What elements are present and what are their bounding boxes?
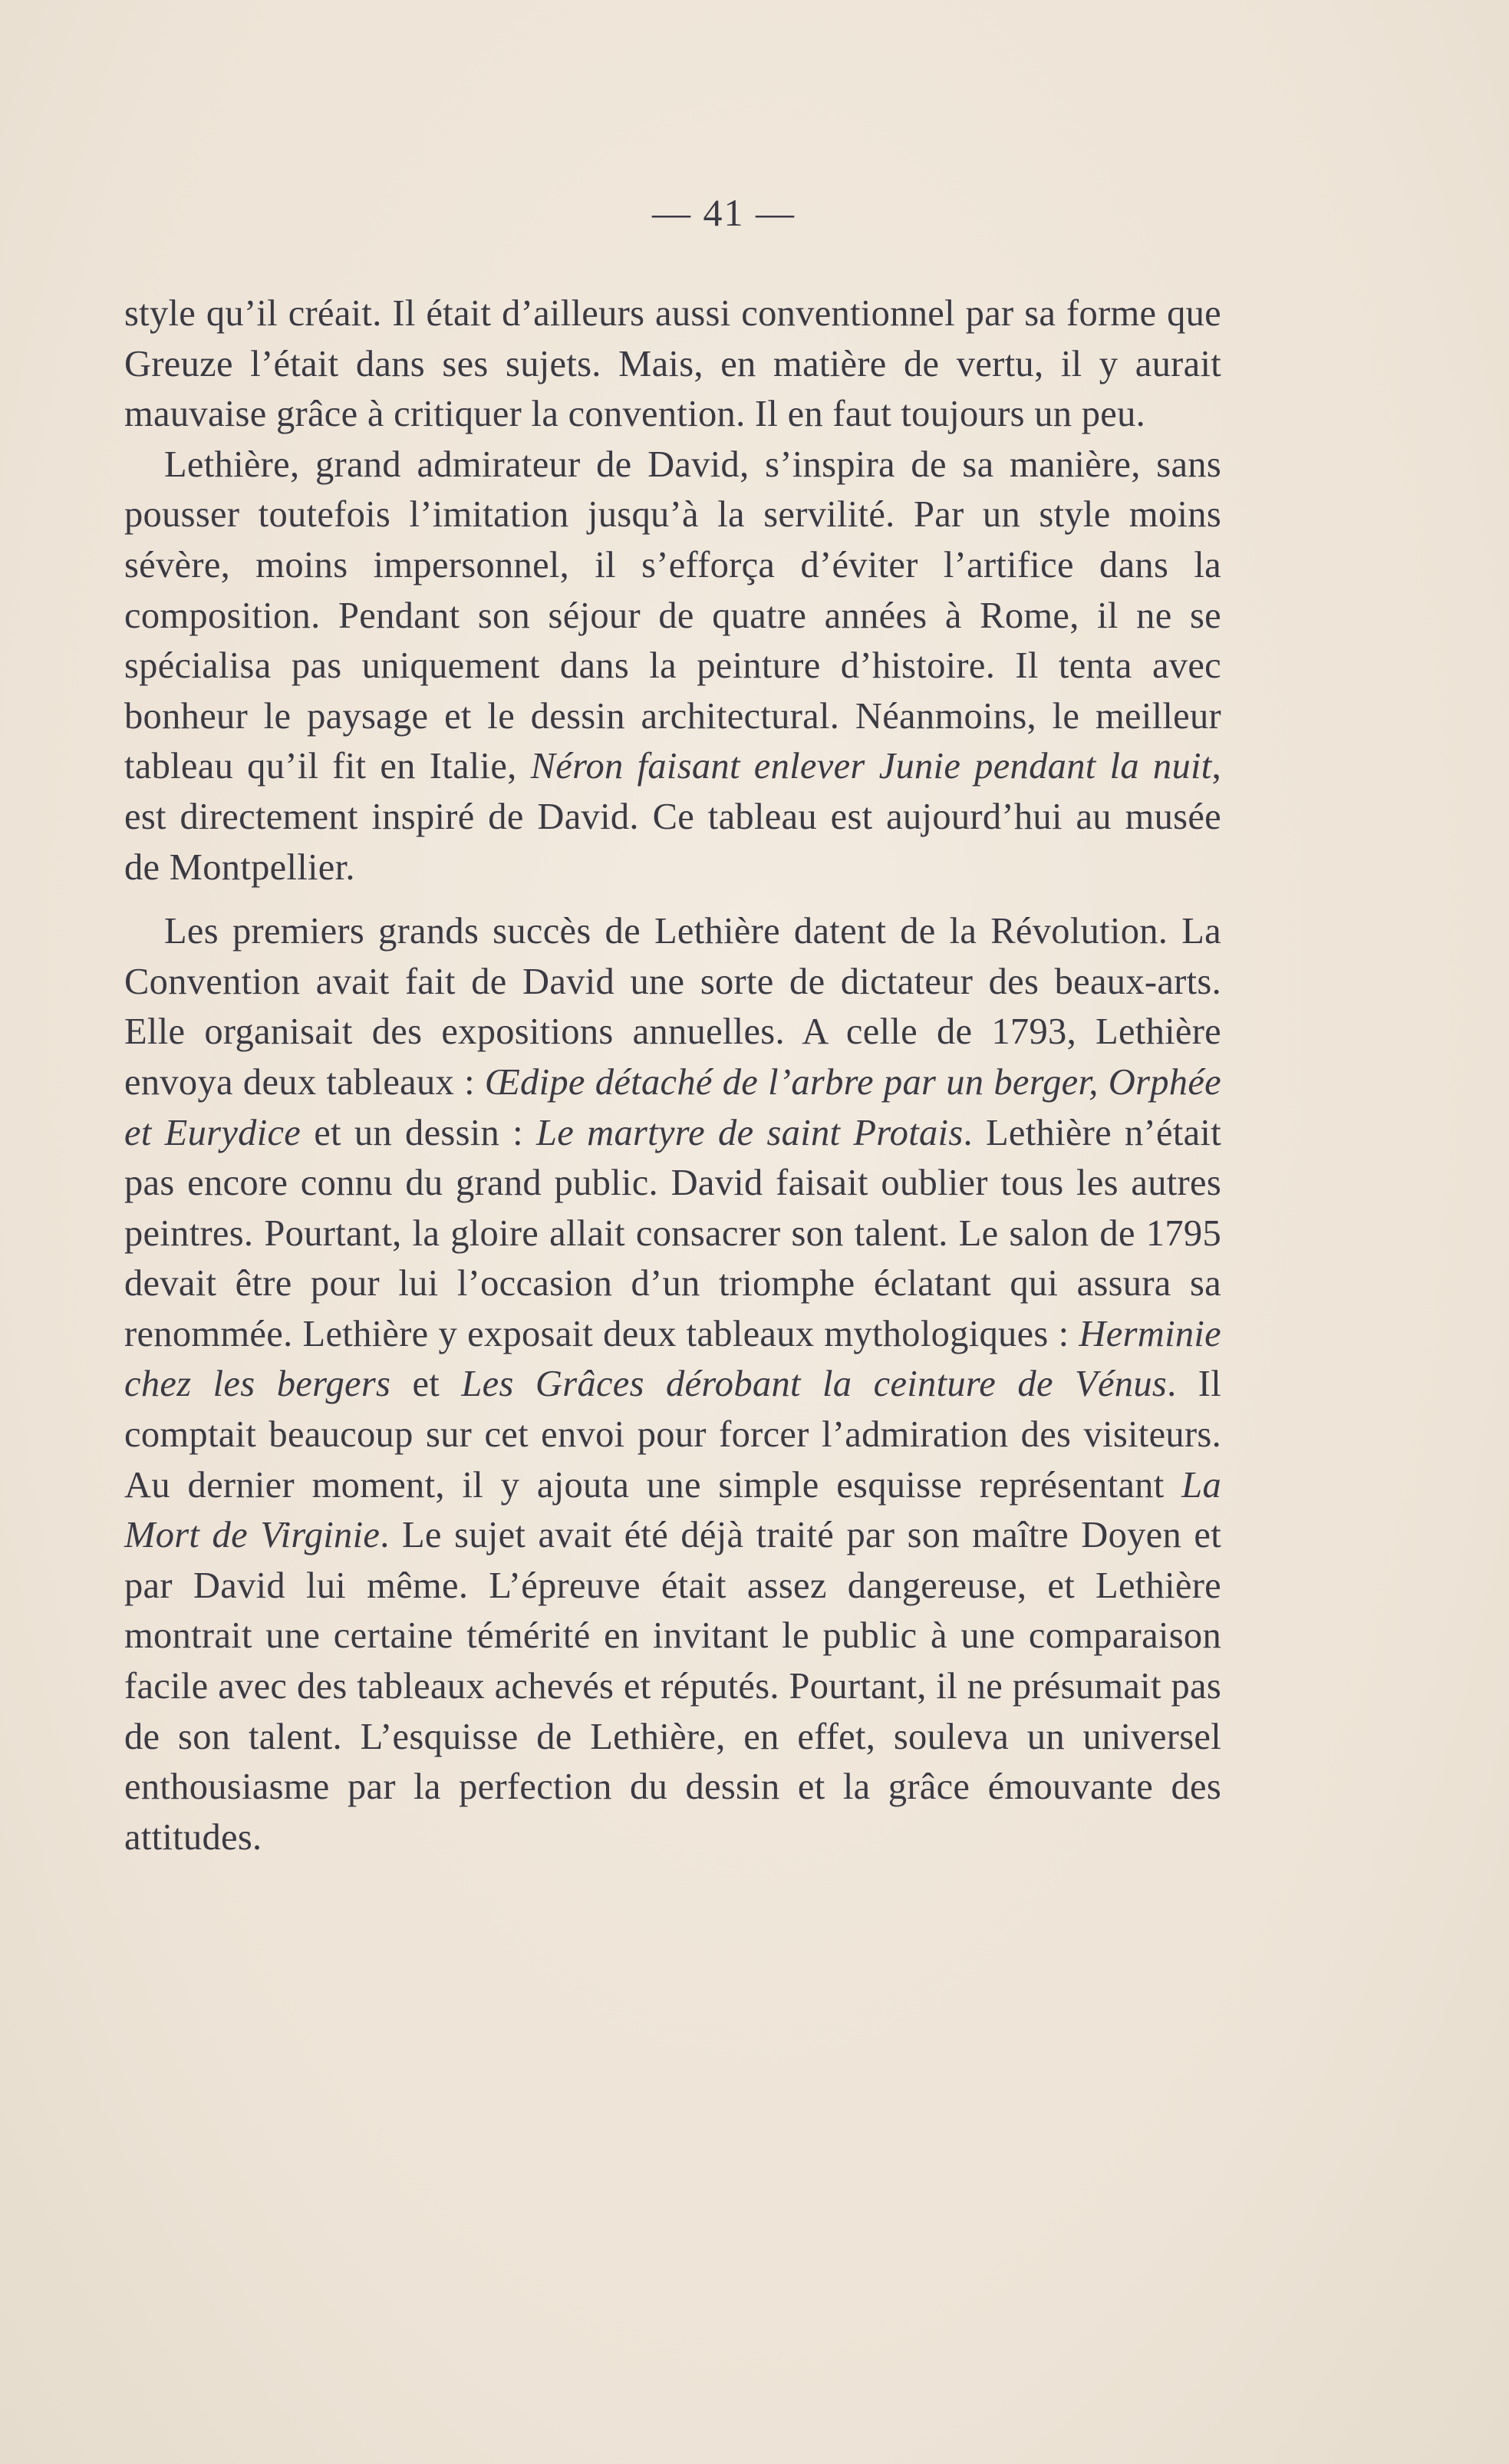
body-text [124, 289, 1221, 1862]
text-segment: style qu’il créait. Il était d’ailleurs aussi conventionnel par sa forme que Greuze l’était dans ses sujets. Mais, en matière de vertu, il y aurait mauvaise grâce à critiquer la convention. Il en faut toujours un peu. [124, 293, 1221, 435]
text-segment: . Le sujet avait été déjà traité par son maître Doyen et par David lui même. L’épreuve était assez dangereuse, et Lethière montrait une certaine témérité en invitant le public à une comparaison facile avec des tableaux achevés et réputés. Pourtant, il ne présumait pas de son talent. L’esquisse de Lethière, en effet, souleva un universel enthousiasme par la perfection du dessin et la grâce émouvante des attitudes. [124, 1515, 1221, 1858]
page-number: — 41 — [652, 191, 796, 234]
text-segment: Lethière, grand admirateur de David, s’inspira de sa manière, sans pousser toutefois l’imitation jusqu’à la servilité. Par un style moins sévère, moins impersonnel, il s’efforça d’éviter l’artifice dans la composition. Pendant son séjour de quatre années à Rome, il ne se spécialisa pas uniquement dans la peinture d’histoire. Il tenta avec bonheur le paysage et le dessin architectural. Néanmoins, le meilleur tableau qu’il fit en Italie, [124, 444, 1221, 787]
artwork-title: La Mort de Virginie [124, 1464, 1221, 1556]
text-segment: . Il comptait beaucoup sur cet envoi pour forcer l’admiration des visiteurs. Au dernier moment, il y ajouta une simple esquisse représentant [124, 1364, 1222, 1506]
artwork-title: Herminie chez les bergers [124, 1313, 1221, 1405]
text-segment: Les premiers grands succès de Lethière datent de la Révolution. La Convention avait fait de David une sorte de dictateur des beaux-arts. Elle organisait des expositions annuelles. A celle de 1793, Lethière envoya deux tableaux : [124, 911, 1221, 1103]
text-segment: et un dessin : [301, 1112, 536, 1153]
artwork-title: Néron faisant enlever Junie pendant la nuit [530, 746, 1212, 787]
paragraph-2 [124, 440, 1221, 892]
text-segment: . Lethière n’était pas encore connu du grand public. David faisait oublier tous les autres peintres. Pourtant, la gloire allait consacrer son talent. Le salon de 1795 devait être pour lui l’occasion d’un triomphe éclatant qui assura sa renommée. Lethière y exposait deux tableaux mythologiques : [124, 1112, 1221, 1354]
artwork-title: Le martyre de saint Protais [535, 1112, 964, 1153]
artwork-title: Œdipe détaché de l’arbre par un berger, Orphée et Eurydice [124, 1061, 1222, 1153]
paragraph-1 [124, 289, 1221, 440]
text-segment: et [390, 1364, 462, 1405]
paragraph-3 [124, 906, 1221, 1862]
artwork-title: Les Grâces dérobant la ceinture de Vénus [461, 1364, 1168, 1405]
text-segment: , est directement inspiré de David. Ce tableau est aujourd’hui au musée de Montpellier. [124, 746, 1222, 888]
